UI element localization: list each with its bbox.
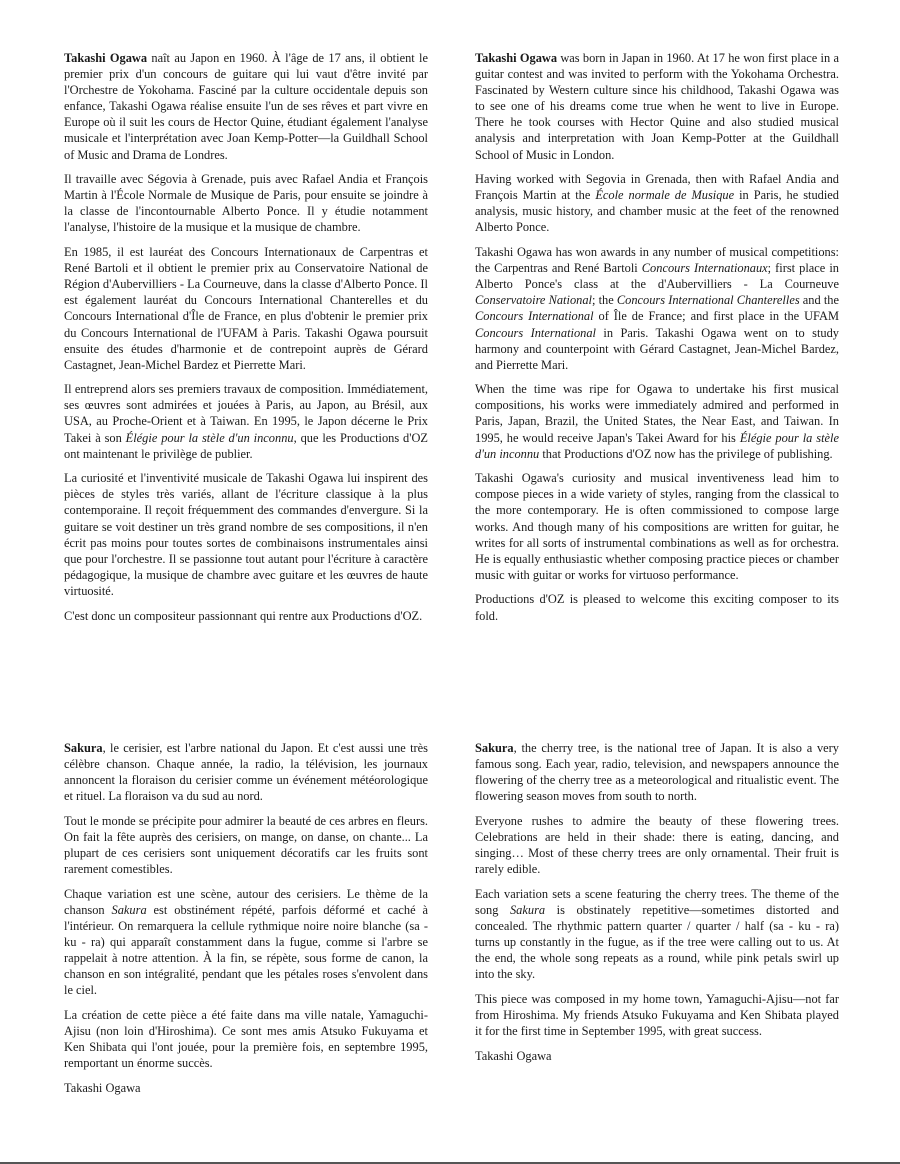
en-sakura-paragraph-3 — [475, 886, 839, 983]
text-run: En 1985, il est lauréat des Concours Internationaux de Carpentras et René Bartoli et il obtient le premier prix au Conservatoire National de Région d'Aubervilliers - La Courneuve, dans la classe d'Alberto Ponce. Il est également lauréat du Concours International Chanterelles et du Concours International d'Île de France, en plus d'obtenir le premier prix du Concours International de l'UFAM à Paris. Takashi Ogawa poursuit ensuite des études d'harmonie et de contrepoint auprès de Gérard Castagnet, Jean-Michel Bardez et Pierrette Mari. — [64, 245, 428, 372]
text-run: Il travaille avec Ségovia à Grenade, puis avec Rafael Andia et François Martin à l'École Normale de Musique de Paris, pour ensuite se joindre à la classe de l'incontournable Alberto Ponce. Il y étudie notamment l'analyse, l'histoire de la musique et la musique de chambre. — [64, 172, 428, 235]
text-run: Il entreprend alors ses premiers travaux de composition. Immédiatement, ses œuvres sont admirées et jouées à Paris, au Japon, au Brésil, aux USA, au Proche-Orient et à Taiwan. En 1995, le Japon décerne le Prix Takei à son — [64, 382, 428, 445]
fr-sakura-signature: Takashi Ogawa — [64, 1080, 141, 1095]
text-run: Chaque variation est une scène, autour des cerisiers. Le thème de la chanson — [64, 886, 428, 917]
en-sakura-paragraph-2 — [475, 813, 839, 877]
en-bio-paragraph-1 — [475, 50, 839, 163]
text-run: This piece was composed in my home town, Yamaguchi-Ajisu—not far from Hiroshima. My friends Atsuko Fukuyama and Ken Shibata played it for the first time in September 1995, with great success. — [475, 991, 839, 1038]
italic-text: Sakura — [509, 902, 546, 917]
text-run: Everyone rushes to admire the beauty of these flowering trees. Celebrations are held in their shade: there is eating, dancing, and singing… Most of these cherry trees are only ornamental. Their fruit is rarely edible. — [475, 813, 839, 877]
text-run: Takashi Ogawa has won awards in any number of musical competitions: the Carpentras and René Bartoli — [475, 245, 839, 276]
text-run: When the time was ripe for Ogawa to undertake his first musical compositions, his works were immediately admired and performed in Paris, Japan, Brazil, the United States, the Near East, and Taiwan. In 1995, he would receive Japan's Takei Award for his — [475, 382, 839, 445]
text-run: naît au Japon en 1960. À l'âge de 17 ans, il obtient le premier prix d'un concours de guitare qui lui vaut d'être invité par l'Orchestre de Yokohama. Fasciné par la culture occidentale depuis son enfance, Takashi Ogawa réalise ensuite l'un de ses rêves et part vivre en Europe où il suit les cours de Hector Quine, étudiant également l'analyse musicale et l'interprétation avec Joan Kemp-Potter—la Guildhall School of Music and Drama de Londres. — [64, 51, 428, 162]
bold-text: Takashi Ogawa — [64, 51, 148, 65]
italic-text: Sakura — [111, 902, 147, 917]
italic-text: Concours Internationaux — [641, 261, 768, 276]
italic-text: Élégie pour la stèle d'un inconnu — [475, 430, 839, 461]
fr-sakura-paragraph-4 — [64, 1007, 428, 1071]
text-run: Each variation sets a scene featuring the cherry trees. The theme of the song — [475, 886, 839, 917]
italic-text: Conservatoire National — [475, 293, 592, 308]
en-bio-paragraph-5 — [475, 470, 839, 583]
text-run: ; the — [591, 293, 617, 308]
fr-bio-paragraph-1 — [64, 50, 428, 163]
english-sakura-notes — [475, 740, 839, 1072]
italic-text: École normale de Musique — [595, 188, 735, 203]
bold-text: Takashi Ogawa — [475, 51, 558, 65]
fr-bio-paragraph-6 — [64, 608, 428, 624]
text-run: est obstinément répété, parfois déformé et caché à l'intérieur. On remarquera la cellule rythmique noire noire blanche (sa - ku - ra) qui apparaît constamment dans la fugue, comme si l'arbre se rappelait à notre attention. À la fin, se répète, sous forme de canon, la chanson en son intégralité, pendant que les pétales roses s'envolent dans le ciel. — [64, 902, 429, 998]
en-sakura-signature: Takashi Ogawa — [475, 1048, 552, 1063]
fr-sakura-paragraph-1 — [64, 740, 428, 804]
text-run: Having worked with Segovia in Grenada, then with Rafael Andia and François Martin at the — [475, 172, 839, 203]
text-run: Takashi Ogawa's curiosity and musical inventiveness lead him to compose pieces in a wide variety of styles, ranging from the classical to the more contemporary. He is often commissioned to compose large works. And though many of his compositions are written for guitar, he writes for all sorts of instrumental combinations as well as for orchestra. He is equally enthusiastic whether composing practice pieces or chamber music with guitar or works for virtuoso performance. — [475, 471, 839, 582]
french-sakura-notes — [64, 740, 428, 1104]
text-run: C'est donc un compositeur passionnant qui rentre aux Productions d'OZ. — [64, 608, 423, 623]
en-bio-paragraph-6 — [475, 591, 839, 623]
text-run: was born in Japan in 1960. At 17 he won first place in a guitar contest and was invited to perform with the Yokohama Orchestra. Fascinated by Western culture since his childhood, Takashi Ogawa was to see one of his dreams come true when he went to live in Europe. There he took courses with Hector Quine and also studied musical analysis and interpretation with Joan Kemp-Potter at the Guildhall School of Music in London. — [475, 51, 839, 162]
bold-text: Sakura — [64, 741, 103, 755]
en-bio-paragraph-2 — [475, 171, 839, 235]
text-run: that Productions d'OZ now has the privilege of publishing. — [539, 446, 833, 461]
italic-text: Élégie pour la stèle d'un inconnu — [125, 430, 294, 445]
fr-bio-paragraph-5 — [64, 470, 428, 599]
text-run: La curiosité et l'inventivité musicale de Takashi Ogawa lui inspirent des pièces de styles très variés, allant de l'écriture classique à la plus contemporaine. Il reçoit fréquemment des commandes d'envergure. Si la guitare se voit destiner un très grand nombre de ses compositions, il n'en écrit pas moins pour toutes sortes de combinaisons instrumentales ainsi que pour l'orchestre. Il se passionne tout autant pour l'écriture à caractère pédagogique, la musique de chambre avec guitare et les œuvres de haute virtuosité. — [64, 471, 428, 598]
en-bio-paragraph-4 — [475, 381, 839, 461]
french-biography — [64, 50, 428, 632]
text-run: Tout le monde se précipite pour admirer la beauté de ces arbres en fleurs. On fait la fête auprès des cerisiers, on mange, on danse, on chante... La plupart de ces cerisiers sont uniquement décoratifs car les fruits sont rarement comestibles. — [64, 813, 428, 877]
text-run: of Île de France; and first place in the UFAM — [593, 309, 839, 324]
text-run: , le cerisier, est l'arbre national du Japon. Et c'est aussi une très célèbre chanson. Chaque année, la radio, la télévision, les journaux annoncent la floraison du cerisier comme un événement météorologique et rituel. La floraison va du sud au nord. — [64, 741, 428, 804]
en-bio-paragraph-3 — [475, 244, 839, 373]
bold-text: Sakura — [475, 741, 514, 755]
english-biography — [475, 50, 839, 632]
text-run: is obstinately repetitive—sometimes distorted and concealed. The rhythmic pattern quarter / quarter / half (sa - ku - ra) turns up constantly in the fugue, as if the tree were calling out to us. At the end, the whole song repeats as a round, while pink petals swirl up into the sky. — [475, 902, 839, 982]
text-run: ; first place in Alberto Ponce's class at the d'Aubervilliers - La Courneuve — [475, 261, 839, 292]
en-sakura-paragraph-1 — [475, 740, 839, 804]
italic-text: Concours International — [475, 325, 596, 340]
fr-bio-paragraph-4 — [64, 381, 428, 461]
italic-text: Concours International — [475, 309, 594, 324]
text-run: , the cherry tree, is the national tree of Japan. It is also a very famous song. Each year, radio, television, and newspapers announce the flowering of the cherry tree as a meteorological and ritualistic event. The flowering season moves from south to north. — [475, 741, 839, 804]
text-run: , que les Productions d'OZ ont maintenant le privilège de publier. — [64, 430, 428, 461]
text-run: in Paris, he studied analysis, music history, and chamber music at the feet of the renowned Alberto Ponce. — [475, 188, 839, 235]
fr-sakura-paragraph-3 — [64, 886, 428, 999]
italic-text: Concours International Chanterelles — [616, 293, 800, 308]
en-sakura-paragraph-4 — [475, 991, 839, 1039]
text-run: and the — [799, 293, 839, 308]
fr-sakura-paragraph-2 — [64, 813, 428, 877]
fr-bio-paragraph-2 — [64, 171, 428, 235]
fr-bio-paragraph-3 — [64, 244, 428, 373]
text-run: La création de cette pièce a été faite dans ma ville natale, Yamaguchi-Ajisu (non loin d'Hiroshima). Ce sont mes amis Atsuko Fukuyama et Ken Shibata qui l'ont jouée, pour la première fois, en septembre 1995, remportant un énorme succès. — [64, 1007, 428, 1071]
text-run: in Paris. Takashi Ogawa went on to study harmony and counterpoint with Gérard Castagnet, Jean-Michel Bardez, and Pierrette Mari. — [475, 325, 839, 372]
text-run: Productions d'OZ is pleased to welcome this exciting composer to its fold. — [475, 592, 839, 623]
